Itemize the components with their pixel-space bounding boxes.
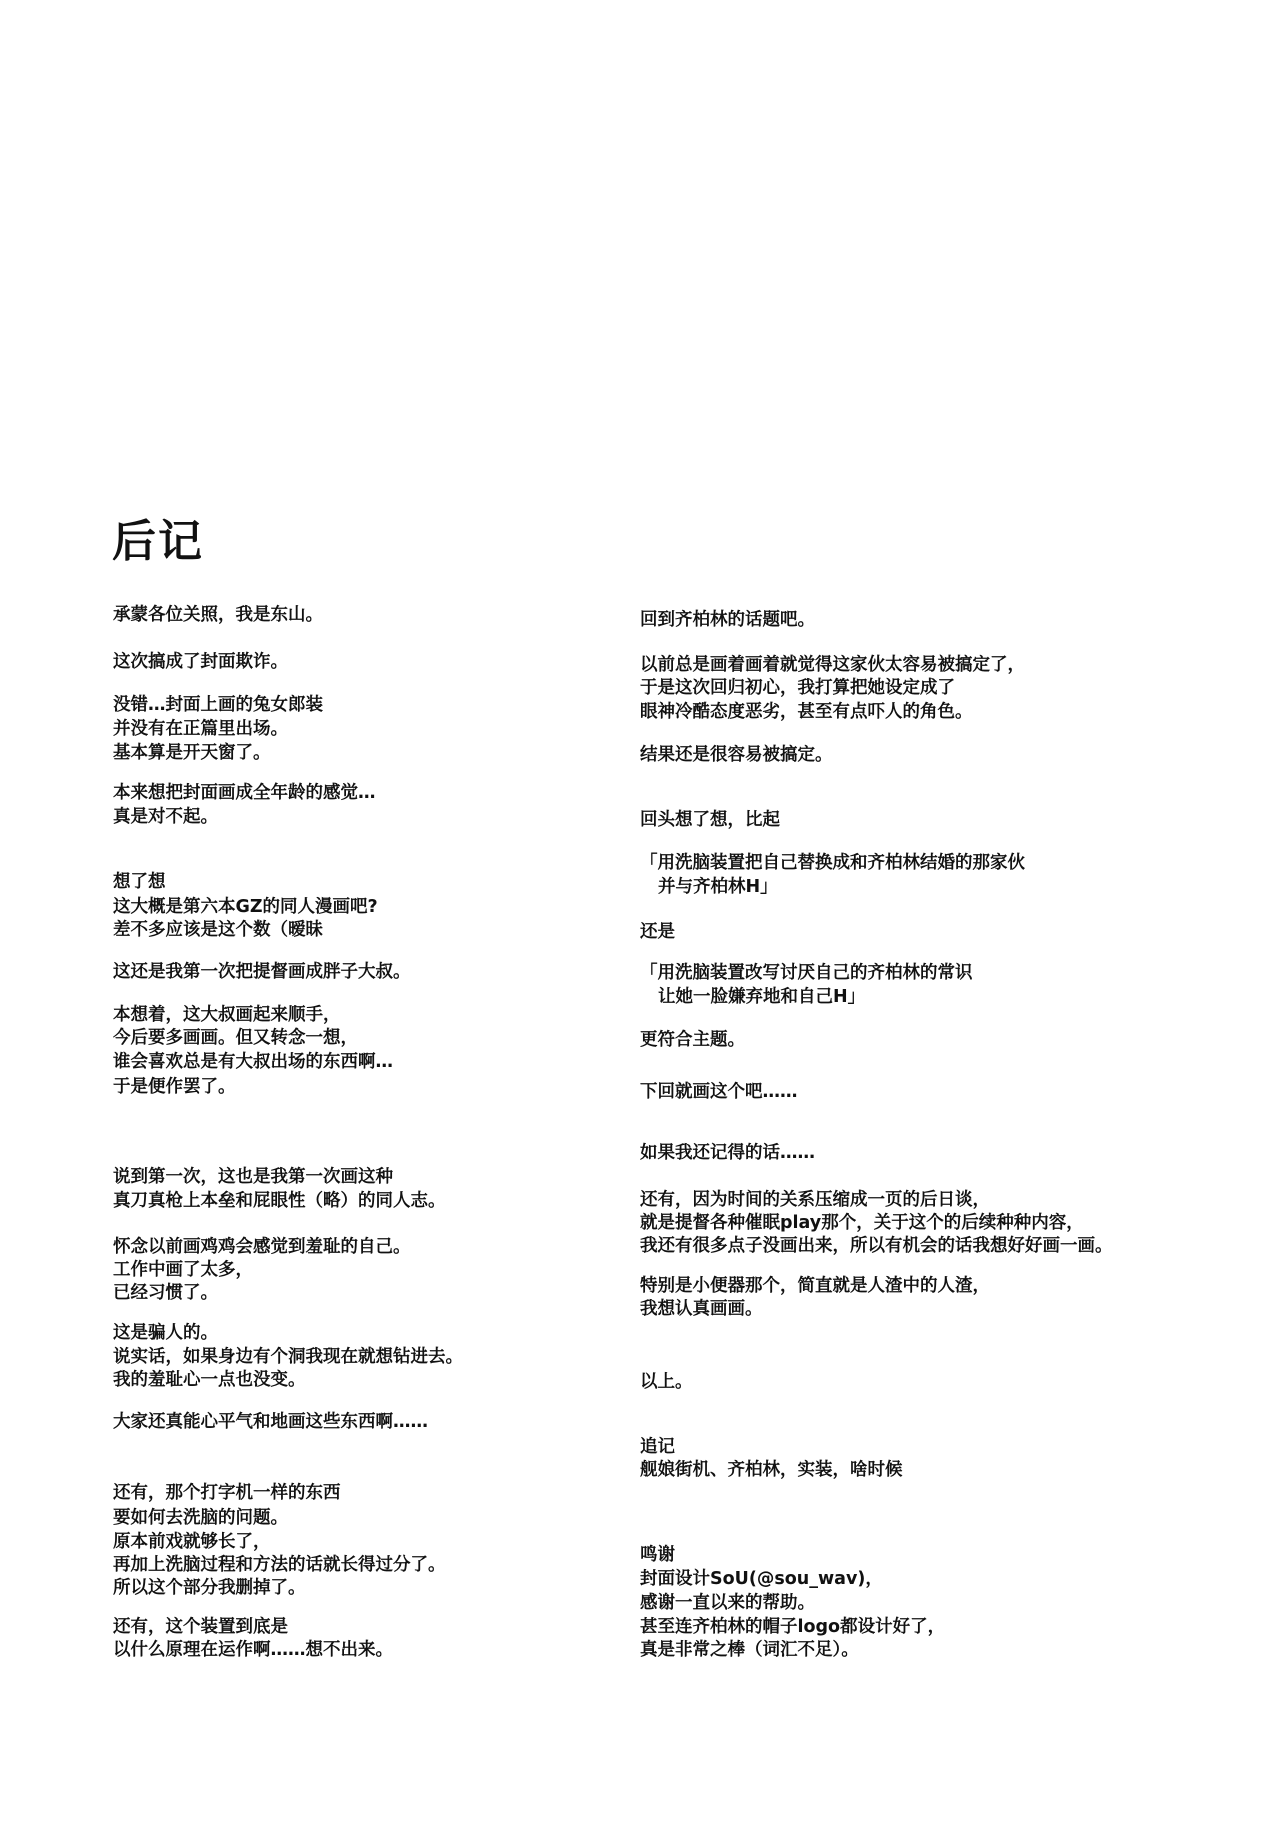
text-line: 鸣谢 (640, 1545, 675, 1565)
text-line: 就是提督各种催眠play那个，关于这个的后续种种内容， (640, 1213, 1084, 1233)
text-line: 说到第一次，这也是我第一次画这种 (113, 1167, 393, 1187)
text-line: 大家还真能心平气和地画这些东西啊…… (113, 1412, 428, 1432)
text-line: 原本前戏就够长了， (113, 1532, 271, 1552)
text-line: 本想着，这大叔画起来顺手， (113, 1005, 341, 1025)
text-line: 我想认真画画。 (640, 1299, 763, 1319)
text-line: 我还有很多点子没画出来，所以有机会的话我想好好画一画。 (640, 1236, 1113, 1256)
text-line: 要如何去洗脑的问题。 (113, 1508, 288, 1528)
text-line: 于是这次回归初心，我打算把她设定成了 (640, 678, 955, 698)
text-line: 还有，这个装置到底是 (113, 1617, 288, 1637)
text-line: 怀念以前画鸡鸡会感觉到羞耻的自己。 (113, 1237, 411, 1257)
text-line: 以上。 (640, 1372, 693, 1392)
text-line: 如果我还记得的话…… (640, 1143, 815, 1163)
text-line: 追记 (640, 1437, 675, 1457)
text-line: 于是便作罢了。 (113, 1077, 236, 1097)
text-line: 真刀真枪上本垒和屁眼性（略）的同人志。 (113, 1191, 446, 1211)
text-line: 所以这个部分我删掉了。 (113, 1578, 306, 1598)
text-line: 工作中画了太多， (113, 1260, 253, 1280)
text-line: 眼神冷酷态度恶劣，甚至有点吓人的角色。 (640, 702, 973, 722)
text-line: 差不多应该是这个数（暧昧 (113, 920, 323, 940)
text-line: 承蒙各位关照，我是东山。 (113, 605, 323, 625)
text-line: 这是骗人的。 (113, 1323, 218, 1343)
text-line: 并与齐柏林H」 (658, 877, 778, 897)
text-line: 还是 (640, 922, 675, 942)
text-line: 结果还是很容易被搞定。 (640, 745, 833, 765)
text-line: 没错…封面上画的兔女郎装 (113, 695, 323, 715)
text-line: 这还是我第一次把提督画成胖子大叔。 (113, 962, 411, 982)
text-line: 还有，因为时间的关系压缩成一页的后日谈， (640, 1190, 990, 1210)
text-line: 今后要多画画。但又转念一想， (113, 1028, 358, 1048)
text-line: 回头想了想，比起 (640, 810, 780, 830)
text-line: 感谢一直以来的帮助。 (640, 1593, 815, 1613)
text-line: 「用洗脑装置把自己替换成和齐柏林结婚的那家伙 (640, 853, 1025, 873)
text-line: 基本算是开天窗了。 (113, 743, 271, 763)
text-line: 这次搞成了封面欺诈。 (113, 652, 288, 672)
text-line: 想了想 (113, 872, 166, 892)
text-line: 让她一脸嫌弃地和自己H」 (658, 987, 866, 1007)
text-line: 「用洗脑装置改写讨厌自己的齐柏林的常识 (640, 963, 973, 983)
text-line: 回到齐柏林的话题吧。 (640, 610, 815, 630)
text-line: 封面设计SoU(@sou_wav)， (640, 1569, 883, 1589)
text-line: 并没有在正篇里出场。 (113, 719, 288, 739)
page-title: 后记 (112, 516, 204, 567)
text-line: 再加上洗脑过程和方法的话就长得过分了。 (113, 1555, 446, 1575)
text-line: 特别是小便器那个，简直就是人渣中的人渣， (640, 1276, 990, 1296)
text-line: 还有，那个打字机一样的东西 (113, 1483, 341, 1503)
text-line: 已经习惯了。 (113, 1283, 218, 1303)
text-line: 本来想把封面画成全年龄的感觉… (113, 783, 376, 803)
text-line: 真是非常之棒（词汇不足）。 (640, 1640, 859, 1660)
text-line: 更符合主题。 (640, 1030, 745, 1050)
text-line: 以什么原理在运作啊……想不出来。 (113, 1640, 393, 1660)
text-line: 下回就画这个吧…… (640, 1082, 798, 1102)
text-line: 以前总是画着画着就觉得这家伙太容易被搞定了， (640, 655, 1025, 675)
text-line: 这大概是第六本GZ的同人漫画吧? (113, 897, 378, 917)
text-line: 甚至连齐柏林的帽子logo都设计好了， (640, 1617, 946, 1637)
text-line: 舰娘街机、齐柏林，实装，啥时候 (640, 1460, 903, 1480)
text-line: 真是对不起。 (113, 807, 218, 827)
text-line: 我的羞耻心一点也没变。 (113, 1370, 306, 1390)
text-line: 说实话，如果身边有个洞我现在就想钻进去。 (113, 1347, 463, 1367)
text-line: 谁会喜欢总是有大叔出场的东西啊… (113, 1052, 393, 1072)
